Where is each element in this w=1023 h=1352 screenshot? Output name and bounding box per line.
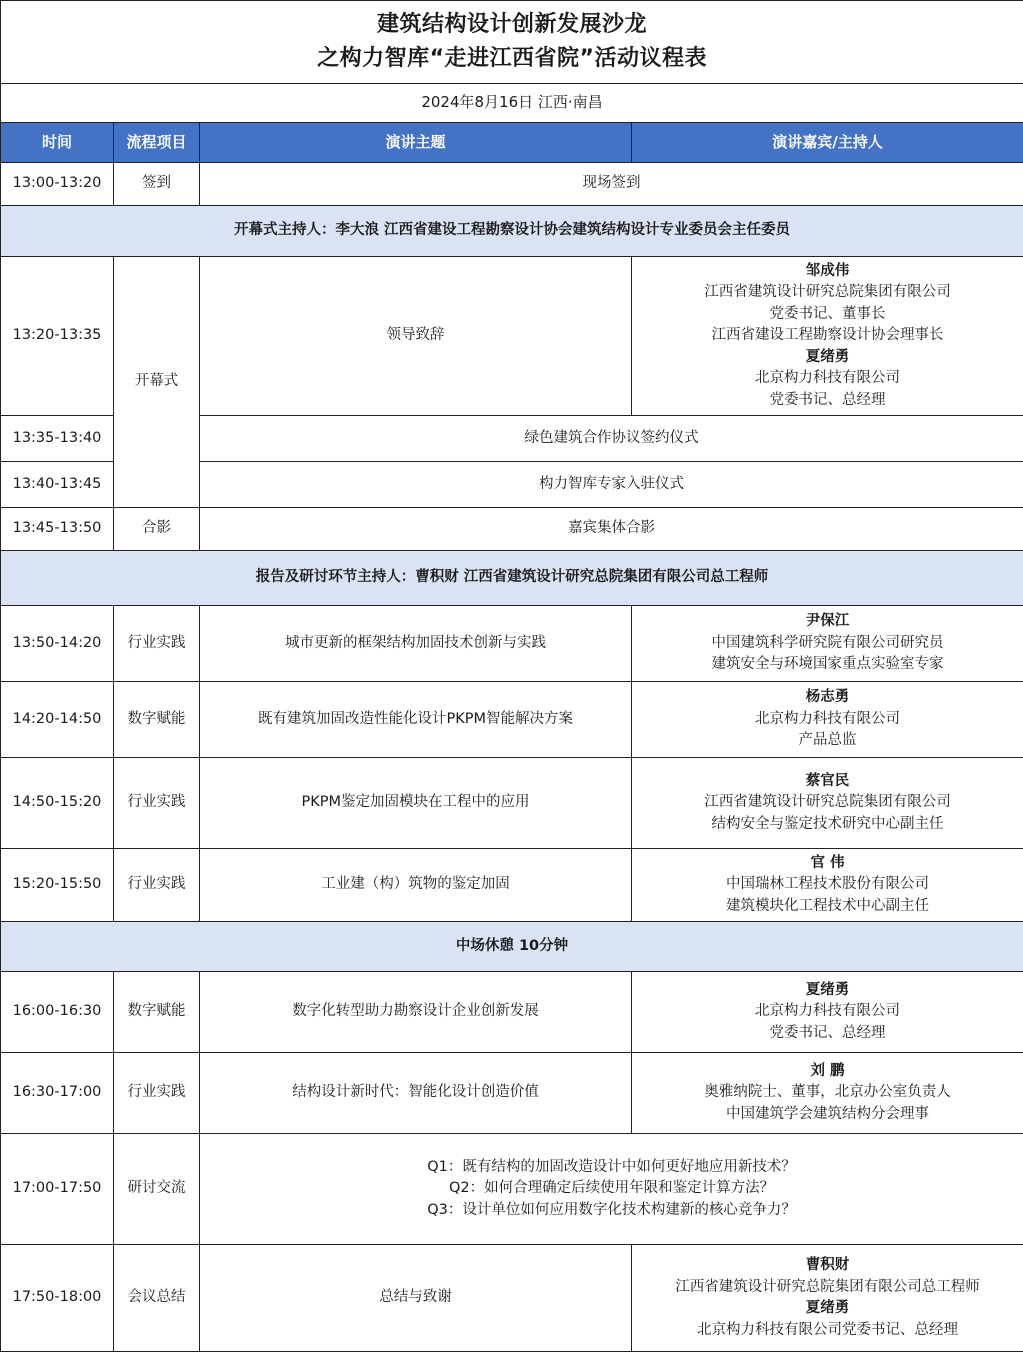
- item-cell: 开幕式: [114, 257, 200, 508]
- item-cell: 行业实践: [114, 606, 200, 682]
- time-cell: 13:00-13:20: [1, 163, 114, 206]
- topic-cell: 既有建筑加固改造性能化设计PKPM智能解决方案: [200, 682, 632, 758]
- speaker-cell: [632, 1245, 1023, 1352]
- speaker-title: 江西省建筑设计研究总院集团有限公司总工程师: [632, 1277, 1023, 1299]
- page-title: [1, 1, 1023, 84]
- topic-cell: 嘉宾集体合影: [200, 508, 1023, 551]
- item-cell: 数字赋能: [114, 972, 200, 1053]
- section-host-row: [1, 206, 1023, 257]
- speaker-title: 党委书记、总经理: [632, 1023, 1023, 1045]
- table-row: [1, 1245, 1023, 1352]
- table-row: [1, 163, 1023, 206]
- topic-cell: 结构设计新时代：智能化设计创造价值: [200, 1053, 632, 1134]
- topic-cell: 城市更新的框架结构加固技术创新与实践: [200, 606, 632, 682]
- header-speaker: 演讲嘉宾/主持人: [632, 123, 1023, 163]
- item-cell: 数字赋能: [114, 682, 200, 758]
- speaker-title: 党委书记、总经理: [632, 390, 1023, 412]
- header-topic: 演讲主题: [200, 123, 632, 163]
- question-1: Q1：既有结构的加固改造设计中如何更好地应用新技术？: [200, 1157, 1023, 1179]
- report-host: 报告及研讨环节主持人：曹积财 江西省建筑设计研究总院集团有限公司总工程师: [1, 551, 1023, 606]
- topic-cell: 工业建（构）筑物的鉴定加固: [200, 849, 632, 922]
- table-row: [1, 972, 1023, 1053]
- table-row: [1, 508, 1023, 551]
- speaker-title: 北京构力科技有限公司党委书记、总经理: [632, 1320, 1023, 1342]
- speaker-name: 夏绪勇: [632, 1298, 1023, 1320]
- time-cell: 17:00-17:50: [1, 1134, 114, 1245]
- item-cell: 会议总结: [114, 1245, 200, 1352]
- speaker-title: 党委书记、董事长: [632, 304, 1023, 326]
- break-label: 中场休憩 10分钟: [1, 922, 1023, 972]
- time-cell: 15:20-15:50: [1, 849, 114, 922]
- speaker-title: 江西省建筑设计研究总院集团有限公司: [632, 282, 1023, 304]
- time-cell: 13:35-13:40: [1, 416, 114, 462]
- section-host-row: [1, 551, 1023, 606]
- question-3: Q3：设计单位如何应用数字化技术构建新的核心竞争力？: [200, 1200, 1023, 1222]
- speaker-cell: [632, 1053, 1023, 1134]
- time-cell: 13:50-14:20: [1, 606, 114, 682]
- speaker-title: 中国建筑科学研究院有限公司研究员: [632, 633, 1023, 655]
- table-row: [1, 849, 1023, 922]
- item-cell: 行业实践: [114, 849, 200, 922]
- item-cell: 行业实践: [114, 758, 200, 849]
- speaker-title: 江西省建设工程勘察设计协会理事长: [632, 325, 1023, 347]
- table-row: [1, 1053, 1023, 1134]
- header-row: [1, 123, 1023, 163]
- date-location: 2024年8月16日 江西·南昌: [1, 84, 1023, 123]
- topic-cell: 绿色建筑合作协议签约仪式: [200, 416, 1023, 462]
- table-row: [1, 257, 1023, 416]
- header-item: 流程项目: [114, 123, 200, 163]
- table-row: [1, 682, 1023, 758]
- speaker-cell: [632, 972, 1023, 1053]
- speaker-title: 建筑模块化工程技术中心副主任: [632, 896, 1023, 918]
- time-cell: 16:30-17:00: [1, 1053, 114, 1134]
- speaker-title: 产品总监: [632, 730, 1023, 752]
- title-line-1: 建筑结构设计创新发展沙龙: [1, 8, 1023, 42]
- time-cell: 14:50-15:20: [1, 758, 114, 849]
- time-cell: 16:00-16:30: [1, 972, 114, 1053]
- table-row: [1, 758, 1023, 849]
- header-time: 时间: [1, 123, 114, 163]
- speaker-name: 夏绪勇: [632, 980, 1023, 1002]
- speaker-name: 杨志勇: [632, 687, 1023, 709]
- speaker-title: 北京构力科技有限公司: [632, 368, 1023, 390]
- speaker-title: 结构安全与鉴定技术研究中心副主任: [632, 814, 1023, 836]
- title-line-2: 之构力智库“走进江西省院”活动议程表: [1, 42, 1023, 76]
- item-cell: 行业实践: [114, 1053, 200, 1134]
- speaker-name: 夏绪勇: [632, 347, 1023, 369]
- topic-cell: 数字化转型助力勘察设计企业创新发展: [200, 972, 632, 1053]
- speaker-cell: [632, 758, 1023, 849]
- opening-host: 开幕式主持人：李大浪 江西省建设工程勘察设计协会建筑结构设计专业委员会主任委员: [1, 206, 1023, 257]
- question-2: Q2：如何合理确定后续使用年限和鉴定计算方法？: [200, 1178, 1023, 1200]
- speaker-name: 尹保江: [632, 611, 1023, 633]
- topic-cell: 现场签到: [200, 163, 1023, 206]
- speaker-title: 北京构力科技有限公司: [632, 709, 1023, 731]
- speaker-title: 江西省建筑设计研究总院集团有限公司: [632, 792, 1023, 814]
- item-cell: 签到: [114, 163, 200, 206]
- speaker-title: 中国瑞林工程技术股份有限公司: [632, 874, 1023, 896]
- table-row: [1, 606, 1023, 682]
- discussion-questions: [200, 1134, 1023, 1245]
- time-cell: 14:20-14:50: [1, 682, 114, 758]
- topic-cell: 构力智库专家入驻仪式: [200, 462, 1023, 508]
- speaker-cell: [632, 606, 1023, 682]
- speaker-name: 邹成伟: [632, 261, 1023, 283]
- item-cell: 合影: [114, 508, 200, 551]
- speaker-cell: [632, 849, 1023, 922]
- time-cell: 13:45-13:50: [1, 508, 114, 551]
- time-cell: 13:20-13:35: [1, 257, 114, 416]
- time-cell: 17:50-18:00: [1, 1245, 114, 1352]
- speaker-cell: [632, 682, 1023, 758]
- item-cell: 研讨交流: [114, 1134, 200, 1245]
- speaker-title: 建筑安全与环境国家重点实验室专家: [632, 654, 1023, 676]
- table-row: [1, 1134, 1023, 1245]
- speaker-title: 奥雅纳院士、董事，北京办公室负责人: [632, 1082, 1023, 1104]
- topic-cell: 总结与致谢: [200, 1245, 632, 1352]
- topic-cell: PKPM鉴定加固模块在工程中的应用: [200, 758, 632, 849]
- break-row: [1, 922, 1023, 972]
- speaker-name: 蔡官民: [632, 771, 1023, 793]
- speaker-name: 曹积财: [632, 1255, 1023, 1277]
- topic-cell: 领导致辞: [200, 257, 632, 416]
- speaker-cell: [632, 257, 1023, 416]
- speaker-name: 官 伟: [632, 853, 1023, 875]
- speaker-title: 中国建筑学会建筑结构分会理事: [632, 1104, 1023, 1126]
- time-cell: 13:40-13:45: [1, 462, 114, 508]
- speaker-title: 北京构力科技有限公司: [632, 1001, 1023, 1023]
- speaker-name: 刘 鹏: [632, 1061, 1023, 1083]
